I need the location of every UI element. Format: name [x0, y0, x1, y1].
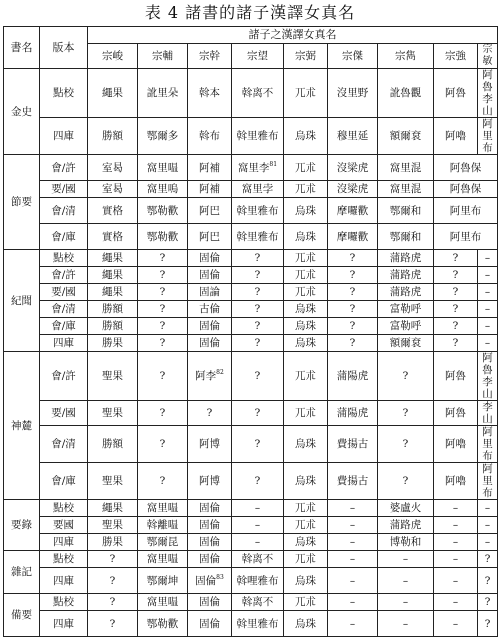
name-cell: – [478, 284, 498, 301]
name-cell: ? [328, 301, 378, 318]
name-cell: 鄂爾坤 [138, 568, 188, 594]
name-cell: ? [328, 318, 378, 335]
name-cell: 斡布 [188, 118, 232, 155]
name-cell: 勝額 [88, 426, 138, 463]
footnote-mark: 81 [269, 160, 278, 168]
header-edition: 版本 [40, 27, 88, 69]
name-cell: 實格 [88, 198, 138, 224]
name-cell: 穆里延 [328, 118, 378, 155]
table-row [4, 517, 498, 534]
name-cell: 兀朮 [284, 284, 328, 301]
book-name-cell: 紀聞 [4, 250, 40, 352]
edition-cell: 點校 [40, 594, 88, 611]
name-cell: 窩里混 [378, 155, 434, 181]
table-caption: 表 4 諸書的諸子漢譯女真名 [144, 3, 356, 22]
name-cell: – [434, 500, 478, 517]
name-cell: 鄂爾和 [378, 198, 434, 224]
name-cell: 阿嚕 [434, 118, 478, 155]
name-cell: – [478, 250, 498, 267]
edition-cell: 會/清 [40, 301, 88, 318]
name-cell: ? [378, 401, 434, 426]
name-cell: ? [378, 426, 434, 463]
name-cell: ? [434, 335, 478, 352]
book-name-cell: 要錄 [4, 500, 40, 551]
name-cell: 兀朮 [284, 352, 328, 401]
name-cell: 李山 [478, 401, 498, 426]
name-cell: 烏珠 [284, 534, 328, 551]
name-cell: 兀朮 [284, 551, 328, 568]
name-cell: 烏珠 [284, 335, 328, 352]
edition-cell: 四庫 [40, 568, 88, 594]
table-row [4, 401, 498, 426]
name-cell: 阿里布 [478, 463, 498, 500]
name-cell: 烏珠 [284, 198, 328, 224]
name-cell: 訛魯觀 [378, 69, 434, 118]
name-cell: 烏珠 [284, 611, 328, 637]
name-cell: 蒲陽虎 [328, 401, 378, 426]
name-cell: 斡离不 [232, 69, 284, 118]
name-cell: 窩里孛 [232, 181, 284, 198]
name-cell: 烏珠 [284, 301, 328, 318]
name-cell: ? [478, 594, 498, 611]
name-cell: 兀朮 [284, 267, 328, 284]
name-cell: 阿補 [188, 155, 232, 181]
table-row [4, 534, 498, 551]
table-row [4, 69, 498, 118]
name-cell: ? [232, 352, 284, 401]
name-cell: 繩果 [88, 284, 138, 301]
name-cell: 阿李$^{82}$ [188, 352, 232, 401]
edition-cell: 要/國 [40, 181, 88, 198]
name-cell: – [434, 611, 478, 637]
name-cell: – [478, 335, 498, 352]
name-cell: 鄂爾多 [138, 118, 188, 155]
name-cell: 聖果 [88, 463, 138, 500]
name-cell: 額爾袞 [378, 118, 434, 155]
name-cell: 窩里李$^{81}$ [232, 155, 284, 181]
name-cell: 阿嚕 [434, 426, 478, 463]
name-cell: ? [138, 401, 188, 426]
name-cell: 富勒呼 [378, 318, 434, 335]
name-cell: ? [378, 352, 434, 401]
name-cell: 鄂勒歡 [138, 611, 188, 637]
name-cell: 沒里野 [328, 69, 378, 118]
name-cell: ? [434, 301, 478, 318]
edition-cell: 會/庫 [40, 463, 88, 500]
header-book: 書名 [4, 27, 40, 69]
table-row [4, 118, 498, 155]
name-cell: – [328, 500, 378, 517]
name-cell: 兀朮 [284, 594, 328, 611]
name-cell: ? [232, 301, 284, 318]
name-cell: ? [328, 284, 378, 301]
edition-cell: 要/國 [40, 284, 88, 301]
name-cell: 博勒和 [378, 534, 434, 551]
name-cell: 烏珠 [284, 318, 328, 335]
name-cell: 阿魯保 [434, 155, 498, 181]
name-cell: ? [434, 284, 478, 301]
name-cell: 斡里雅布 [232, 118, 284, 155]
name-cell: 蒲陽虎 [328, 352, 378, 401]
name-cell: – [434, 517, 478, 534]
name-cell: 婆盧火 [378, 500, 434, 517]
name-cell: 固倫 [188, 551, 232, 568]
name-cell: 阿魯 [434, 401, 478, 426]
name-cell: ? [88, 551, 138, 568]
name-cell: ? [328, 250, 378, 267]
name-cell: 兀朮 [284, 155, 328, 181]
book-name-cell: 神麓 [4, 352, 40, 500]
name-cell: 沒梁虎 [328, 181, 378, 198]
name-cell: ? [328, 335, 378, 352]
name-cell: ? [434, 267, 478, 284]
name-cell: – [478, 517, 498, 534]
name-cell: 斡离不 [232, 551, 284, 568]
book-name-cell: 金史 [4, 69, 40, 155]
name-cell: 固倫 [188, 534, 232, 551]
edition-cell: 會/清 [40, 426, 88, 463]
name-cell: 阿博 [188, 426, 232, 463]
edition-cell: 四庫 [40, 534, 88, 551]
name-cell: ? [88, 594, 138, 611]
name-cell: ? [478, 551, 498, 568]
name-cell: 摩囉歡 [328, 198, 378, 224]
name-cell: 阿巴 [188, 198, 232, 224]
name-cell: ? [434, 250, 478, 267]
name-cell: ? [232, 463, 284, 500]
name-cell: 兀朮 [284, 181, 328, 198]
name-cell: ? [232, 318, 284, 335]
name-cell: 費揚古 [328, 463, 378, 500]
name-cell: 斡哩雅布 [232, 568, 284, 594]
name-cell: 阿魯李山 [478, 69, 498, 118]
name-cell: 烏珠 [284, 568, 328, 594]
name-cell: 阿嚕 [434, 463, 478, 500]
name-cell: – [434, 594, 478, 611]
name-cell: 窩里嗚 [138, 181, 188, 198]
name-cell: 窩里混 [378, 181, 434, 198]
name-cell: 聖果 [88, 352, 138, 401]
name-cell: ? [478, 611, 498, 637]
name-cell: – [328, 568, 378, 594]
name-cell: 聖果 [88, 401, 138, 426]
table-row [4, 181, 498, 198]
name-cell: 阿魯 [434, 69, 478, 118]
edition-cell: 會/庫 [40, 224, 88, 250]
header-column: 宗望 [232, 44, 284, 69]
name-cell: ? [232, 401, 284, 426]
table-row [4, 301, 498, 318]
table-row [4, 267, 498, 284]
name-cell: 兀朮 [284, 517, 328, 534]
table-row [4, 250, 498, 267]
header-column: 宗幹 [188, 44, 232, 69]
header-column: 宗輔 [138, 44, 188, 69]
name-cell: – [328, 534, 378, 551]
name-cell: ? [138, 426, 188, 463]
footnote-mark: 83 [216, 573, 224, 581]
name-cell: 沒梁虎 [328, 155, 378, 181]
name-cell: – [328, 594, 378, 611]
name-cell: ? [138, 267, 188, 284]
edition-cell: 要國 [40, 517, 88, 534]
name-cell: 繩果 [88, 267, 138, 284]
name-cell: ? [138, 301, 188, 318]
name-cell: – [478, 500, 498, 517]
table-row [4, 352, 498, 401]
name-cell: 固倫 [188, 594, 232, 611]
name-cell: – [232, 517, 284, 534]
table-row [4, 284, 498, 301]
name-cell: 兀朮 [284, 401, 328, 426]
table-row [4, 155, 498, 181]
name-cell: ? [138, 463, 188, 500]
name-cell: 斡里雅布 [232, 224, 284, 250]
name-cell: 固倫 [188, 500, 232, 517]
name-cell: 固論 [188, 284, 232, 301]
name-cell: 富勒呼 [378, 301, 434, 318]
edition-cell: 四庫 [40, 611, 88, 637]
name-cell: – [378, 611, 434, 637]
footnote-mark: 82 [216, 369, 224, 376]
name-cell: 固倫 [188, 611, 232, 637]
header-group: 諸子之漢譯女真名 [88, 27, 498, 44]
name-cell: 烏珠 [284, 118, 328, 155]
edition-cell: 四庫 [40, 335, 88, 352]
edition-cell: 會/許 [40, 155, 88, 181]
name-cell: 繩果 [88, 69, 138, 118]
name-cell: 固倫 [188, 250, 232, 267]
name-cell: 勝額 [88, 318, 138, 335]
edition-cell: 會/庫 [40, 318, 88, 335]
name-cell: 阿里布 [478, 426, 498, 463]
name-cell: – [328, 517, 378, 534]
table-row [4, 463, 498, 500]
edition-cell: 要/國 [40, 401, 88, 426]
name-cell: 勝額 [88, 118, 138, 155]
name-cell: 阿博 [188, 463, 232, 500]
name-cell: ? [138, 284, 188, 301]
header-column: 宗敏 [478, 44, 498, 69]
name-cell: 實格 [88, 224, 138, 250]
name-cell: 額爾袞 [378, 335, 434, 352]
name-cell: 固倫$^{83}$ [188, 568, 232, 594]
name-cell: 室曷 [88, 155, 138, 181]
name-cell: ? [232, 267, 284, 284]
name-cell: 兀朮 [284, 69, 328, 118]
name-cell: 兀朮 [284, 500, 328, 517]
header-column: 宗弼 [284, 44, 328, 69]
table-row [4, 568, 498, 594]
name-cell: 蒲路虎 [378, 250, 434, 267]
name-cell: – [378, 594, 434, 611]
name-cell: 蒲路虎 [378, 517, 434, 534]
name-cell: – [434, 568, 478, 594]
name-cell: 斡本 [188, 69, 232, 118]
name-cell: ? [138, 335, 188, 352]
name-cell: – [478, 267, 498, 284]
name-cell: – [328, 611, 378, 637]
name-cell: 鄂勒歡 [138, 224, 188, 250]
name-cell: ? [188, 401, 232, 426]
header-column: 宗雋 [378, 44, 434, 69]
name-cell: 勝額 [88, 301, 138, 318]
edition-cell: 點校 [40, 69, 88, 118]
name-cell: 阿魯保 [434, 181, 498, 198]
name-cell: 斡里雅布 [232, 198, 284, 224]
table-row [4, 224, 498, 250]
edition-cell: 會/許 [40, 352, 88, 401]
name-cell: – [378, 568, 434, 594]
book-name-cell: 雜記 [4, 551, 40, 594]
name-cell: 阿補 [188, 181, 232, 198]
table-row [4, 594, 498, 611]
edition-cell: 會/許 [40, 267, 88, 284]
name-cell: ? [434, 318, 478, 335]
name-cell: 勝果 [88, 335, 138, 352]
name-cell: 固倫 [188, 318, 232, 335]
edition-cell: 四庫 [40, 118, 88, 155]
name-cell: ? [232, 426, 284, 463]
name-cell: 訛里朵 [138, 69, 188, 118]
name-cell: ? [478, 568, 498, 594]
name-cell: 阿魯 [434, 352, 478, 401]
name-cell: 斡里雅布 [232, 611, 284, 637]
name-cell: 蒲路虎 [378, 267, 434, 284]
name-cell: ? [88, 611, 138, 637]
name-cell: ? [378, 463, 434, 500]
table-row [4, 500, 498, 517]
name-cell: ? [232, 250, 284, 267]
name-cell: – [232, 534, 284, 551]
name-cell: – [434, 551, 478, 568]
name-cell: 阿巴 [188, 224, 232, 250]
name-cell: 窩里嗢 [138, 594, 188, 611]
names-table [3, 26, 498, 637]
table-body [4, 69, 498, 637]
edition-cell: 點校 [40, 250, 88, 267]
name-cell: 烏珠 [284, 426, 328, 463]
name-cell: 勝果 [88, 534, 138, 551]
name-cell: – [378, 551, 434, 568]
name-cell: 繩果 [88, 500, 138, 517]
header-column: 宗峻 [88, 44, 138, 69]
name-cell: 繩果 [88, 250, 138, 267]
name-cell: 固倫 [188, 335, 232, 352]
table-row [4, 611, 498, 637]
name-cell: – [478, 301, 498, 318]
name-cell: 斡離嗢 [138, 517, 188, 534]
name-cell: 烏珠 [284, 463, 328, 500]
name-cell: 窩里嗢 [138, 500, 188, 517]
edition-cell: 點校 [40, 500, 88, 517]
name-cell: 蒲路虎 [378, 284, 434, 301]
name-cell: 斡离不 [232, 594, 284, 611]
name-cell: 鄂勒歡 [138, 198, 188, 224]
name-cell: 阿里布 [478, 118, 498, 155]
name-cell: – [328, 551, 378, 568]
book-name-cell: 節要 [4, 155, 40, 250]
name-cell: ? [232, 284, 284, 301]
name-cell: 窩里嗢 [138, 551, 188, 568]
name-cell: 聖果 [88, 517, 138, 534]
name-cell: ? [138, 352, 188, 401]
name-cell: ? [138, 250, 188, 267]
table-row [4, 318, 498, 335]
name-cell: ? [88, 568, 138, 594]
name-cell: 窩里嗢 [138, 155, 188, 181]
name-cell: – [232, 500, 284, 517]
name-cell: 固倫 [188, 267, 232, 284]
name-cell: 烏珠 [284, 224, 328, 250]
name-cell: 固倫 [188, 517, 232, 534]
edition-cell: 點校 [40, 551, 88, 568]
name-cell: 費揚古 [328, 426, 378, 463]
name-cell: 古倫 [188, 301, 232, 318]
name-cell: ? [138, 318, 188, 335]
name-cell: ? [232, 335, 284, 352]
name-cell: 鄂爾昆 [138, 534, 188, 551]
table-row [4, 426, 498, 463]
name-cell: – [434, 534, 478, 551]
table-header [4, 27, 498, 69]
name-cell: 兀朮 [284, 250, 328, 267]
table-row [4, 551, 498, 568]
name-cell: ? [328, 267, 378, 284]
name-cell: 阿里布 [434, 198, 498, 224]
edition-cell: 會/清 [40, 198, 88, 224]
name-cell: – [478, 318, 498, 335]
name-cell: 鄂爾和 [378, 224, 434, 250]
name-cell: 摩囉歡 [328, 224, 378, 250]
name-cell: 室曷 [88, 181, 138, 198]
table-row [4, 198, 498, 224]
header-column: 宗強 [434, 44, 478, 69]
table-row [4, 335, 498, 352]
name-cell: 阿里布 [434, 224, 498, 250]
name-cell: 阿魯李山 [478, 352, 498, 401]
book-name-cell: 備要 [4, 594, 40, 637]
name-cell: – [478, 534, 498, 551]
header-column: 宗傑 [328, 44, 378, 69]
